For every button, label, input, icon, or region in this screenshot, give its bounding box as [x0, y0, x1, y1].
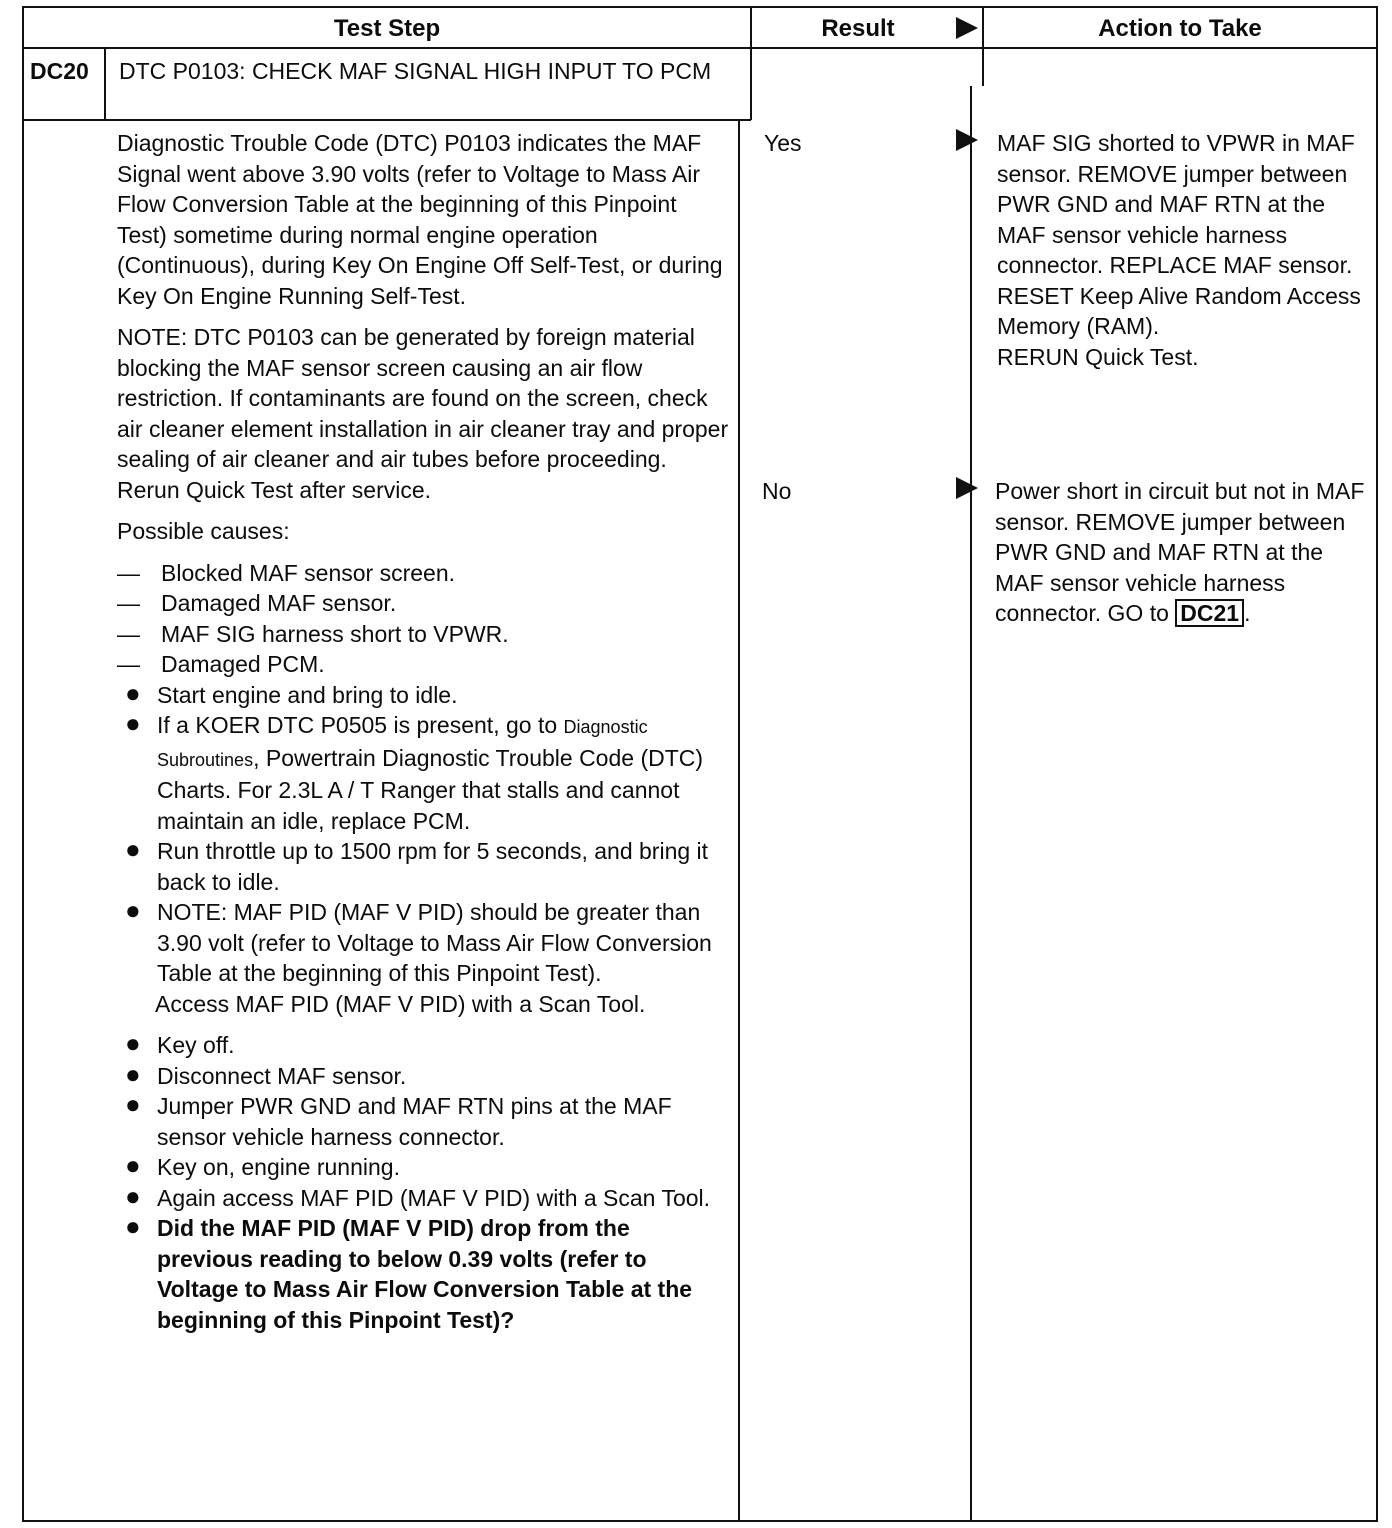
- header-arrow-icon: [956, 17, 978, 39]
- bullet-item: ● Run throttle up to 1500 rpm for 5 seconds, and bring it back to idle.: [125, 834, 709, 895]
- action-yes-rerun: RERUN Quick Test.: [997, 343, 1199, 370]
- bullet-item: ● Key on, engine running.: [125, 1150, 400, 1180]
- bullet-icon: ●: [125, 895, 141, 925]
- bullet-icon: ●: [125, 1180, 141, 1211]
- access-text: Access MAF PID (MAF V PID) with a Scan Tool.: [155, 990, 646, 1017]
- col-divider-result-action-lower: [970, 86, 972, 1522]
- bullet-icon: ●: [125, 708, 141, 738]
- step-intro: Diagnostic Trouble Code (DTC) P0103 indicates the MAF Signal went above 3.90 volts (refer to Voltage to Mass Air Flow Conversion Table at the beginning of this Pinpoint Test) sometime during normal engine operation (Continuous), during Key On Engine Off Self-Test, or during Key On Engine Running Self-Test.: [117, 130, 723, 309]
- step-title-bottom-rule: [22, 119, 751, 121]
- dash-marker: —: [117, 651, 140, 677]
- bullet-icon: ●: [125, 1089, 141, 1119]
- bullet-icon: ●: [125, 677, 141, 708]
- header-action: Action to Take: [1098, 15, 1262, 42]
- step-note: NOTE: DTC P0103 can be generated by foreign material blocking the MAF sensor screen causing an air flow restriction. If contaminants are found on the screen, check air cleaner element installation in air cleaner tray and proper sealing of air cleaner and air tubes before proceeding. Rerun Quick Test after service.: [117, 324, 729, 503]
- col-divider-test-result-lower: [738, 120, 740, 1522]
- table-border-left: [22, 6, 24, 1522]
- dash-marker: —: [117, 559, 140, 586]
- bullet-icon: ●: [125, 834, 141, 864]
- cause-item: — Damaged PCM.: [117, 649, 729, 680]
- bullet-icon: ●: [125, 1211, 141, 1241]
- question-item: ● Did the MAF PID (MAF V PID) drop from the previous reading to below 0.39 volts (refer to Voltage to Mass Air Flow Conversion Table at the beginning of this Pinpoint Test)?: [125, 1211, 693, 1333]
- header-result: Result: [821, 15, 895, 42]
- step-title: DTC P0103: CHECK MAF SIGNAL HIGH INPUT TO PCM: [119, 58, 712, 84]
- table-border-bottom: [22, 1520, 1378, 1522]
- possible-causes-label: Possible causes:: [117, 518, 290, 544]
- cause-item: — Blocked MAF sensor screen.: [117, 558, 729, 589]
- bullet-item: ● Start engine and bring to idle.: [125, 677, 458, 708]
- bullet-icon: ●: [125, 1058, 141, 1089]
- bullet-item: ● If a KOER DTC P0505 is present, go to Diagnostic Subroutines, Powertrain Diagnostic Trouble Code (DTC) Charts. For 2.3L A / T Ranger that stalls and cannot maintain an idle, replace PCM.: [125, 708, 704, 834]
- bullet-item: ● NOTE: MAF PID (MAF V PID) should be greater than 3.90 volt (refer to Voltage to Mass Air Flow Conversion Table at the beginning of this Pinpoint Test).: [125, 895, 712, 986]
- result-no: No: [762, 478, 792, 504]
- table-border-top: [22, 6, 1378, 8]
- cause-item: — MAF SIG harness short to VPWR.: [117, 619, 729, 650]
- test-step-body: [117, 128, 729, 1335]
- cause-item: — Damaged MAF sensor.: [117, 588, 729, 619]
- bullet-item: ● Jumper PWR GND and MAF RTN pins at the MAF sensor vehicle harness connector.: [125, 1089, 672, 1150]
- dash-marker: —: [117, 620, 140, 647]
- action-no: [995, 476, 1375, 629]
- bullet-item: ● Key off.: [125, 1028, 235, 1058]
- bullet-item: ● Disconnect MAF sensor.: [125, 1058, 407, 1089]
- result-yes-arrow-icon: [956, 129, 978, 151]
- dash-marker: —: [117, 590, 140, 616]
- bullet-icon: ●: [125, 1028, 141, 1058]
- goto-step-link[interactable]: DC21: [1175, 599, 1244, 627]
- step-id: DC20: [30, 58, 89, 84]
- bullet-icon: ●: [125, 1150, 141, 1180]
- step-id-divider: [104, 47, 106, 120]
- action-no-suffix: .: [1244, 600, 1251, 626]
- result-yes: Yes: [764, 130, 802, 156]
- action-yes: [997, 128, 1377, 372]
- result-no-arrow-icon: [956, 477, 978, 499]
- header-test-step: Test Step: [333, 15, 441, 42]
- action-no-text: Power short in circuit but not in MAF sensor. REMOVE jumper between PWR GND and MAF RTN at the MAF sensor vehicle harness connector. GO to: [995, 478, 1365, 626]
- action-yes-text: MAF SIG shorted to VPWR in MAF sensor. REMOVE jumper between PWR GND and MAF RTN at the MAF sensor vehicle harness connector. REPLACE MAF sensor. RESET Keep Alive Random Access Memory (RAM).: [997, 130, 1361, 339]
- bullet-item: ● Again access MAF PID (MAF V PID) with a Scan Tool.: [125, 1180, 711, 1211]
